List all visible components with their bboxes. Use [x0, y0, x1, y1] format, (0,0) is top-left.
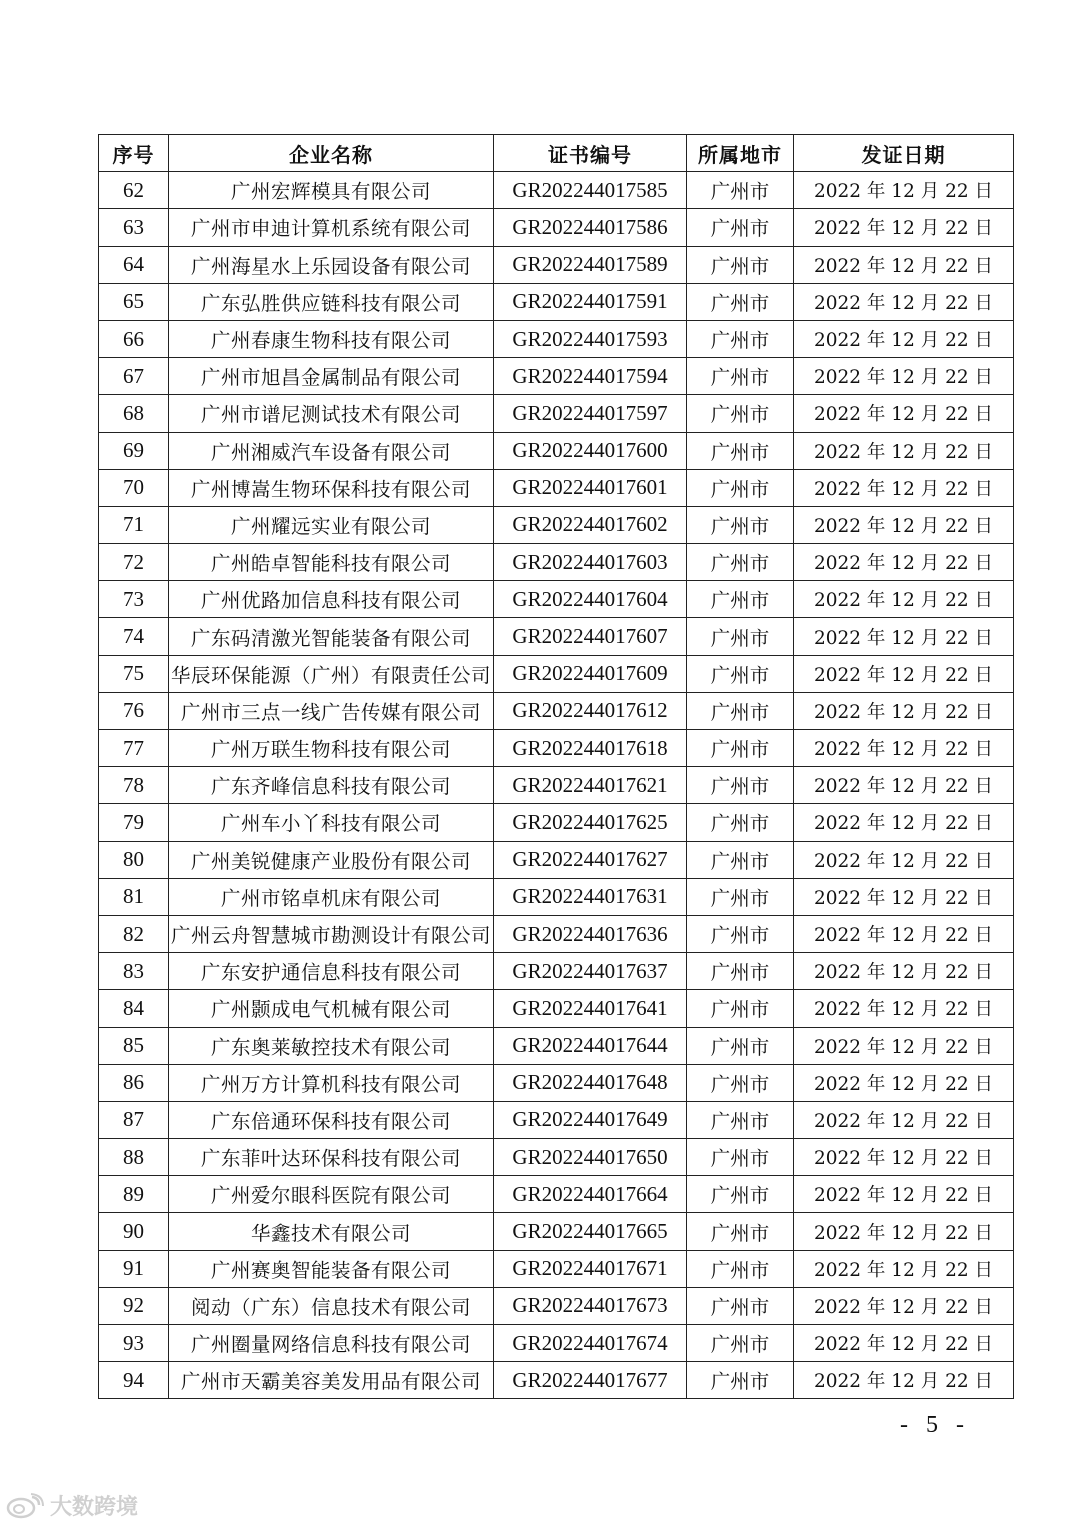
cell-certificate-no: GR202244017631	[494, 878, 687, 915]
cell-issue-date: 2022 年 12 月 22 日	[794, 1250, 1014, 1287]
cell-index: 78	[99, 767, 169, 804]
cell-company-name: 广州市谱尼测试技术有限公司	[169, 395, 494, 432]
cell-issue-date: 2022 年 12 月 22 日	[794, 469, 1014, 506]
cell-city: 广州市	[687, 432, 794, 469]
cell-city: 广州市	[687, 915, 794, 952]
cell-issue-date: 2022 年 12 月 22 日	[794, 618, 1014, 655]
cell-index: 83	[99, 953, 169, 990]
cell-issue-date: 2022 年 12 月 22 日	[794, 1064, 1014, 1101]
cell-issue-date: 2022 年 12 月 22 日	[794, 804, 1014, 841]
cell-company-name: 广东倍通环保科技有限公司	[169, 1101, 494, 1138]
cell-company-name: 广州赛奥智能装备有限公司	[169, 1250, 494, 1287]
table-row	[99, 358, 1014, 395]
cell-issue-date: 2022 年 12 月 22 日	[794, 655, 1014, 692]
cell-city: 广州市	[687, 395, 794, 432]
cell-issue-date: 2022 年 12 月 22 日	[794, 432, 1014, 469]
table-row	[99, 209, 1014, 246]
table-row	[99, 618, 1014, 655]
cell-certificate-no: GR202244017604	[494, 581, 687, 618]
cell-certificate-no: GR202244017649	[494, 1101, 687, 1138]
cell-index: 91	[99, 1250, 169, 1287]
cell-certificate-no: GR202244017609	[494, 655, 687, 692]
cell-company-name: 广东码清激光智能装备有限公司	[169, 618, 494, 655]
cell-certificate-no: GR202244017641	[494, 990, 687, 1027]
cell-city: 广州市	[687, 618, 794, 655]
cell-city: 广州市	[687, 841, 794, 878]
cell-issue-date: 2022 年 12 月 22 日	[794, 320, 1014, 357]
cell-index: 77	[99, 730, 169, 767]
cell-index: 82	[99, 915, 169, 952]
cell-issue-date: 2022 年 12 月 22 日	[794, 358, 1014, 395]
cell-certificate-no: GR202244017625	[494, 804, 687, 841]
cell-city: 广州市	[687, 320, 794, 357]
header-index: 序号	[99, 135, 169, 172]
cell-certificate-no: GR202244017600	[494, 432, 687, 469]
table-row	[99, 1064, 1014, 1101]
table-row	[99, 1362, 1014, 1399]
table-row	[99, 655, 1014, 692]
cell-index: 62	[99, 172, 169, 209]
header-city: 所属地市	[687, 135, 794, 172]
cell-city: 广州市	[687, 878, 794, 915]
table-body	[99, 172, 1014, 1399]
cell-issue-date: 2022 年 12 月 22 日	[794, 841, 1014, 878]
cell-company-name: 广东齐峰信息科技有限公司	[169, 767, 494, 804]
cell-index: 70	[99, 469, 169, 506]
table-row	[99, 1287, 1014, 1324]
cell-index: 79	[99, 804, 169, 841]
cell-city: 广州市	[687, 692, 794, 729]
cell-issue-date: 2022 年 12 月 22 日	[794, 395, 1014, 432]
cell-index: 68	[99, 395, 169, 432]
cell-issue-date: 2022 年 12 月 22 日	[794, 283, 1014, 320]
table-row	[99, 172, 1014, 209]
cell-company-name: 广州宏辉模具有限公司	[169, 172, 494, 209]
cell-city: 广州市	[687, 1362, 794, 1399]
table-row	[99, 1213, 1014, 1250]
cell-company-name: 广州市旭昌金属制品有限公司	[169, 358, 494, 395]
cell-company-name: 广州博嵩生物环保科技有限公司	[169, 469, 494, 506]
cell-city: 广州市	[687, 209, 794, 246]
table-row	[99, 1101, 1014, 1138]
cell-certificate-no: GR202244017636	[494, 915, 687, 952]
cell-company-name: 华鑫技术有限公司	[169, 1213, 494, 1250]
cell-company-name: 阅动（广东）信息技术有限公司	[169, 1287, 494, 1324]
table-row	[99, 692, 1014, 729]
cell-company-name: 广州耀远实业有限公司	[169, 506, 494, 543]
cell-index: 74	[99, 618, 169, 655]
cell-index: 89	[99, 1176, 169, 1213]
cell-certificate-no: GR202244017586	[494, 209, 687, 246]
cell-certificate-no: GR202244017601	[494, 469, 687, 506]
table-row	[99, 953, 1014, 990]
cell-city: 广州市	[687, 283, 794, 320]
cell-index: 64	[99, 246, 169, 283]
cell-issue-date: 2022 年 12 月 22 日	[794, 1101, 1014, 1138]
cell-index: 63	[99, 209, 169, 246]
cell-issue-date: 2022 年 12 月 22 日	[794, 692, 1014, 729]
cell-city: 广州市	[687, 1287, 794, 1324]
table-row	[99, 990, 1014, 1027]
cell-issue-date: 2022 年 12 月 22 日	[794, 581, 1014, 618]
table-row	[99, 841, 1014, 878]
cell-index: 72	[99, 544, 169, 581]
cell-certificate-no: GR202244017589	[494, 246, 687, 283]
table-row	[99, 878, 1014, 915]
table-row	[99, 581, 1014, 618]
cell-company-name: 广州优路加信息科技有限公司	[169, 581, 494, 618]
cell-company-name: 广州爱尔眼科医院有限公司	[169, 1176, 494, 1213]
cell-index: 67	[99, 358, 169, 395]
cell-city: 广州市	[687, 469, 794, 506]
cell-certificate-no: GR202244017674	[494, 1325, 687, 1362]
cell-city: 广州市	[687, 1101, 794, 1138]
cell-city: 广州市	[687, 767, 794, 804]
cell-city: 广州市	[687, 172, 794, 209]
cell-certificate-no: GR202244017607	[494, 618, 687, 655]
cell-issue-date: 2022 年 12 月 22 日	[794, 506, 1014, 543]
cell-company-name: 广东奥莱敏控技术有限公司	[169, 1027, 494, 1064]
cell-city: 广州市	[687, 1176, 794, 1213]
cell-company-name: 广州万方计算机科技有限公司	[169, 1064, 494, 1101]
cell-city: 广州市	[687, 1213, 794, 1250]
cell-index: 80	[99, 841, 169, 878]
cell-index: 71	[99, 506, 169, 543]
header-company-name: 企业名称	[169, 135, 494, 172]
cell-certificate-no: GR202244017618	[494, 730, 687, 767]
cell-city: 广州市	[687, 506, 794, 543]
cell-company-name: 广州市天霸美容美发用品有限公司	[169, 1362, 494, 1399]
cell-certificate-no: GR202244017637	[494, 953, 687, 990]
cell-certificate-no: GR202244017621	[494, 767, 687, 804]
cell-index: 92	[99, 1287, 169, 1324]
cell-certificate-no: GR202244017665	[494, 1213, 687, 1250]
cell-company-name: 广州车小丫科技有限公司	[169, 804, 494, 841]
cell-certificate-no: GR202244017602	[494, 506, 687, 543]
cell-index: 90	[99, 1213, 169, 1250]
table-row	[99, 1139, 1014, 1176]
cell-city: 广州市	[687, 1027, 794, 1064]
cell-certificate-no: GR202244017664	[494, 1176, 687, 1213]
cell-index: 81	[99, 878, 169, 915]
cell-issue-date: 2022 年 12 月 22 日	[794, 1176, 1014, 1213]
cell-index: 84	[99, 990, 169, 1027]
table-row	[99, 767, 1014, 804]
cell-certificate-no: GR202244017648	[494, 1064, 687, 1101]
cell-company-name: 广州美锐健康产业股份有限公司	[169, 841, 494, 878]
cell-company-name: 广州颢成电气机械有限公司	[169, 990, 494, 1027]
cell-issue-date: 2022 年 12 月 22 日	[794, 990, 1014, 1027]
cell-city: 广州市	[687, 544, 794, 581]
cell-issue-date: 2022 年 12 月 22 日	[794, 730, 1014, 767]
cell-index: 66	[99, 320, 169, 357]
cell-city: 广州市	[687, 246, 794, 283]
table-row	[99, 1027, 1014, 1064]
cell-certificate-no: GR202244017612	[494, 692, 687, 729]
cell-city: 广州市	[687, 581, 794, 618]
table-row	[99, 506, 1014, 543]
cell-issue-date: 2022 年 12 月 22 日	[794, 1213, 1014, 1250]
cell-company-name: 广州海星水上乐园设备有限公司	[169, 246, 494, 283]
watermark	[6, 1490, 138, 1521]
cell-certificate-no: GR202244017677	[494, 1362, 687, 1399]
cell-index: 93	[99, 1325, 169, 1362]
cell-issue-date: 2022 年 12 月 22 日	[794, 209, 1014, 246]
cell-city: 广州市	[687, 804, 794, 841]
cell-certificate-no: GR202244017593	[494, 320, 687, 357]
table-row	[99, 1250, 1014, 1287]
cell-company-name: 广州春康生物科技有限公司	[169, 320, 494, 357]
cell-city: 广州市	[687, 655, 794, 692]
cell-index: 88	[99, 1139, 169, 1176]
table-row	[99, 320, 1014, 357]
cell-company-name: 广东安护通信息科技有限公司	[169, 953, 494, 990]
cell-issue-date: 2022 年 12 月 22 日	[794, 953, 1014, 990]
cell-index: 85	[99, 1027, 169, 1064]
cell-company-name: 广州圈量网络信息科技有限公司	[169, 1325, 494, 1362]
cell-issue-date: 2022 年 12 月 22 日	[794, 1139, 1014, 1176]
page-number: - 5 -	[900, 1412, 970, 1438]
table-row	[99, 544, 1014, 581]
table-row	[99, 432, 1014, 469]
cell-index: 69	[99, 432, 169, 469]
cell-certificate-no: GR202244017650	[494, 1139, 687, 1176]
cell-certificate-no: GR202244017627	[494, 841, 687, 878]
header-certificate-no: 证书编号	[494, 135, 687, 172]
cell-index: 86	[99, 1064, 169, 1101]
table-row	[99, 804, 1014, 841]
header-issue-date: 发证日期	[794, 135, 1014, 172]
cell-issue-date: 2022 年 12 月 22 日	[794, 1362, 1014, 1399]
cell-index: 65	[99, 283, 169, 320]
table-row	[99, 1325, 1014, 1362]
cell-company-name: 广东菲叶达环保科技有限公司	[169, 1139, 494, 1176]
table-header-row	[99, 135, 1014, 172]
cell-certificate-no: GR202244017644	[494, 1027, 687, 1064]
cell-certificate-no: GR202244017597	[494, 395, 687, 432]
cell-issue-date: 2022 年 12 月 22 日	[794, 1325, 1014, 1362]
cell-company-name: 广州万联生物科技有限公司	[169, 730, 494, 767]
enterprise-table	[98, 134, 1014, 1399]
cell-company-name: 广州市三点一线广告传媒有限公司	[169, 692, 494, 729]
cell-issue-date: 2022 年 12 月 22 日	[794, 1287, 1014, 1324]
cell-index: 87	[99, 1101, 169, 1138]
cell-index: 94	[99, 1362, 169, 1399]
cell-certificate-no: GR202244017673	[494, 1287, 687, 1324]
table-row	[99, 469, 1014, 506]
watermark-text: 大数跨境	[50, 1495, 139, 1520]
cell-certificate-no: GR202244017585	[494, 172, 687, 209]
cell-index: 76	[99, 692, 169, 729]
cell-city: 广州市	[687, 730, 794, 767]
cell-city: 广州市	[687, 1325, 794, 1362]
table-row	[99, 246, 1014, 283]
cell-index: 75	[99, 655, 169, 692]
cell-certificate-no: GR202244017591	[494, 283, 687, 320]
cell-company-name: 华辰环保能源（广州）有限责任公司	[169, 655, 494, 692]
cell-issue-date: 2022 年 12 月 22 日	[794, 1027, 1014, 1064]
cell-city: 广州市	[687, 953, 794, 990]
table-row	[99, 395, 1014, 432]
cell-issue-date: 2022 年 12 月 22 日	[794, 544, 1014, 581]
cell-company-name: 广州云舟智慧城市勘测设计有限公司	[169, 915, 494, 952]
cell-city: 广州市	[687, 990, 794, 1027]
table-row	[99, 1176, 1014, 1213]
cell-certificate-no: GR202244017671	[494, 1250, 687, 1287]
cell-issue-date: 2022 年 12 月 22 日	[794, 878, 1014, 915]
cell-certificate-no: GR202244017603	[494, 544, 687, 581]
cell-city: 广州市	[687, 1250, 794, 1287]
cell-company-name: 广东弘胜供应链科技有限公司	[169, 283, 494, 320]
weibo-logo-icon	[6, 1493, 44, 1519]
cell-company-name: 广州湘威汽车设备有限公司	[169, 432, 494, 469]
table-row	[99, 915, 1014, 952]
table-row	[99, 730, 1014, 767]
cell-city: 广州市	[687, 358, 794, 395]
cell-issue-date: 2022 年 12 月 22 日	[794, 767, 1014, 804]
cell-index: 73	[99, 581, 169, 618]
cell-city: 广州市	[687, 1064, 794, 1101]
cell-issue-date: 2022 年 12 月 22 日	[794, 172, 1014, 209]
cell-company-name: 广州皓卓智能科技有限公司	[169, 544, 494, 581]
cell-certificate-no: GR202244017594	[494, 358, 687, 395]
cell-issue-date: 2022 年 12 月 22 日	[794, 246, 1014, 283]
cell-city: 广州市	[687, 1139, 794, 1176]
cell-issue-date: 2022 年 12 月 22 日	[794, 915, 1014, 952]
table-row	[99, 283, 1014, 320]
cell-company-name: 广州市申迪计算机系统有限公司	[169, 209, 494, 246]
cell-company-name: 广州市铭卓机床有限公司	[169, 878, 494, 915]
